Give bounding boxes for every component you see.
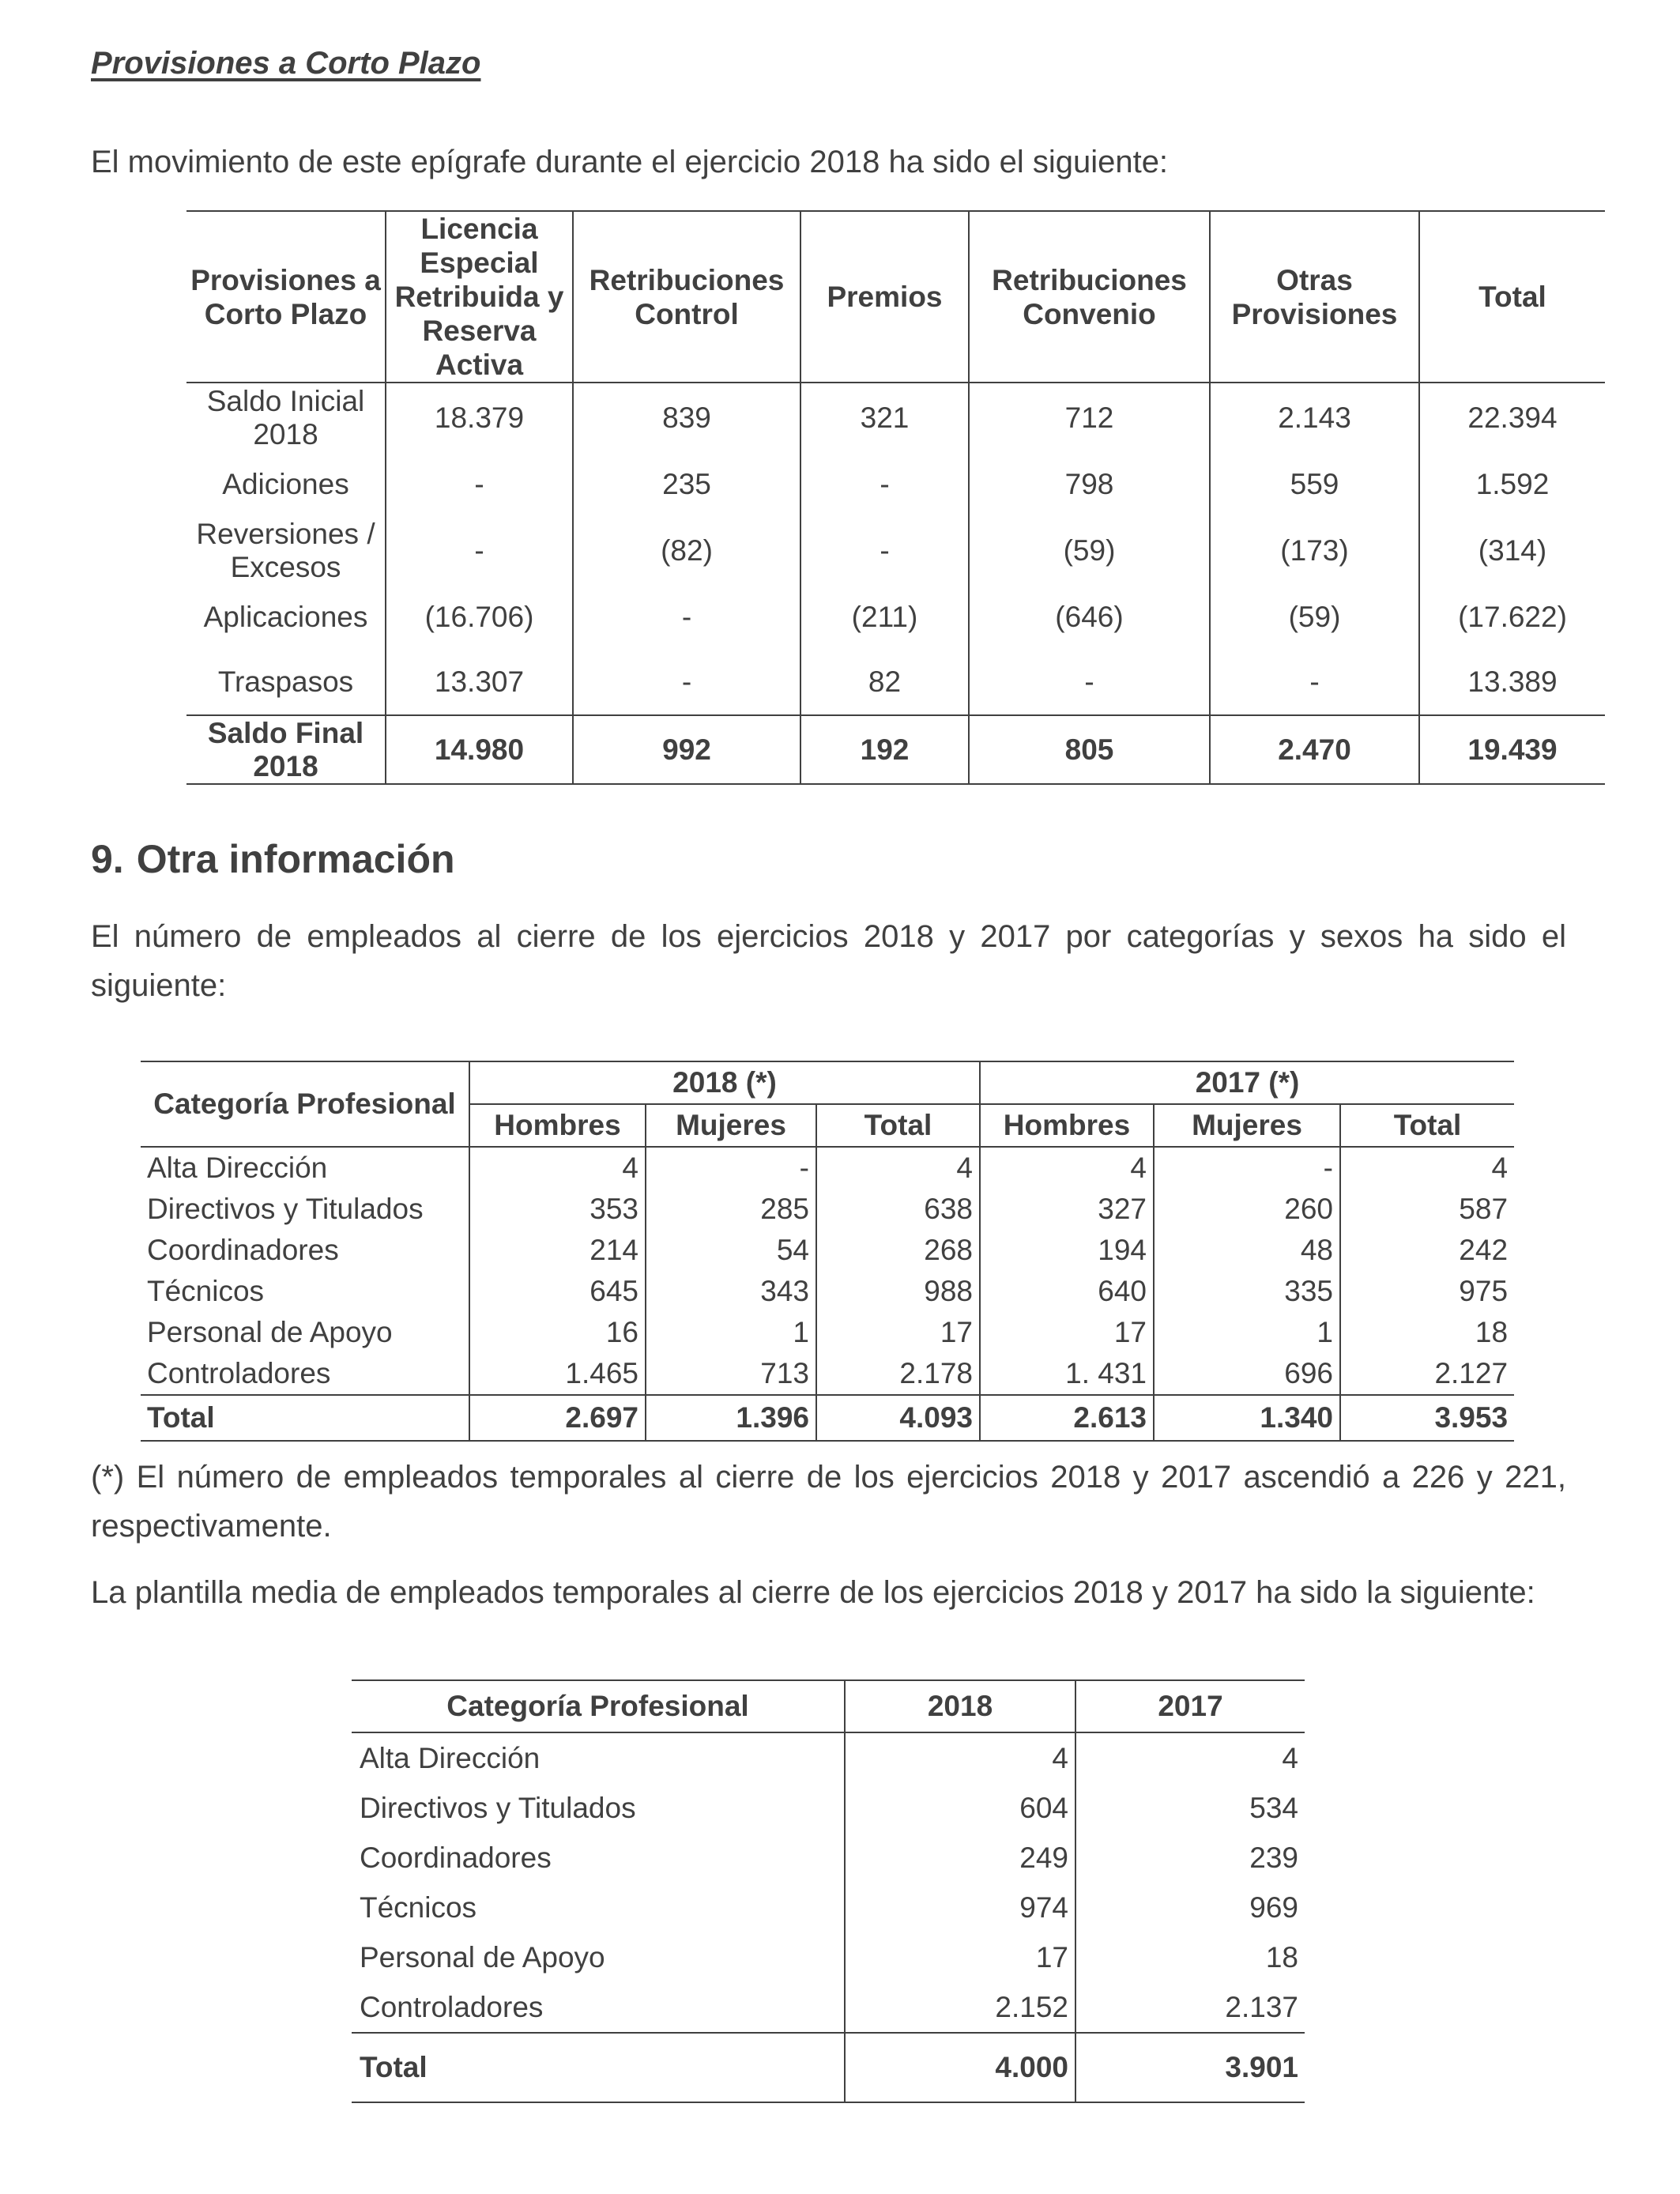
cell: 4.000 bbox=[845, 2033, 1075, 2102]
cell: 242 bbox=[1340, 1230, 1514, 1271]
cell: 992 bbox=[573, 715, 800, 784]
row-label: Adiciones bbox=[222, 468, 349, 500]
cell: - bbox=[800, 453, 969, 516]
cell: 805 bbox=[969, 715, 1210, 784]
col-header: Mujeres bbox=[1154, 1104, 1340, 1147]
cell: 268 bbox=[816, 1230, 980, 1271]
cell: 988 bbox=[816, 1271, 980, 1312]
cell: 16 bbox=[469, 1312, 646, 1353]
cell: - bbox=[800, 516, 969, 586]
col-header: Mujeres bbox=[646, 1104, 816, 1147]
table-row bbox=[141, 1189, 1514, 1230]
row-label: Técnicos bbox=[147, 1275, 265, 1307]
footnote: (*) El número de empleados temporales al cierre de los ejercicios 2018 y 2017 ascendió a 226 y 221, respectivamente. bbox=[91, 1460, 1566, 1544]
cell: 1.592 bbox=[1419, 453, 1605, 516]
cell: 17 bbox=[816, 1312, 980, 1353]
cell: 975 bbox=[1340, 1271, 1514, 1312]
cell: 3.953 bbox=[1340, 1395, 1514, 1441]
cell: - bbox=[646, 1147, 816, 1189]
row-label: Aplicaciones bbox=[203, 601, 368, 633]
cell: 4 bbox=[469, 1147, 646, 1189]
cell: 2.127 bbox=[1340, 1353, 1514, 1395]
row-label: Saldo Inicial 2018 bbox=[206, 385, 365, 450]
row-label: Alta Dirección bbox=[360, 1741, 541, 1774]
provisiones-table bbox=[186, 210, 1605, 785]
cell: (82) bbox=[573, 516, 800, 586]
cell: 696 bbox=[1154, 1353, 1340, 1395]
cell: 2.697 bbox=[469, 1395, 646, 1441]
cell: (646) bbox=[969, 586, 1210, 649]
cell: 285 bbox=[646, 1189, 816, 1230]
cell: 640 bbox=[980, 1271, 1154, 1312]
cell: 17 bbox=[980, 1312, 1154, 1353]
cell: (16.706) bbox=[386, 586, 573, 649]
cell: 645 bbox=[469, 1271, 646, 1312]
cell: 1 bbox=[1154, 1312, 1340, 1353]
row-label: Personal de Apoyo bbox=[147, 1316, 393, 1348]
row-label: Total bbox=[352, 2033, 845, 2102]
cell: 194 bbox=[980, 1230, 1154, 1271]
cell: 335 bbox=[1154, 1271, 1340, 1312]
cell: 260 bbox=[1154, 1189, 1340, 1230]
plantilla-intro: La plantilla media de empleados temporales al cierre de los ejercicios 2018 y 2017 ha sido la siguiente: bbox=[91, 1575, 1535, 1610]
cell: 235 bbox=[573, 453, 800, 516]
cell: 2.152 bbox=[845, 1982, 1075, 2033]
cell: (211) bbox=[800, 586, 969, 649]
cell: 18 bbox=[1075, 1932, 1305, 1982]
cell: 4 bbox=[1075, 1732, 1305, 1783]
cell: 19.439 bbox=[1419, 715, 1605, 784]
cell: 4 bbox=[816, 1147, 980, 1189]
col-header: Total bbox=[816, 1104, 980, 1147]
cell: 4 bbox=[845, 1732, 1075, 1783]
total-row bbox=[186, 715, 1605, 784]
table-row bbox=[141, 1271, 1514, 1312]
cell: 1.340 bbox=[1154, 1395, 1340, 1441]
cell: 239 bbox=[1075, 1833, 1305, 1883]
col-header: Retribuciones Control bbox=[573, 211, 800, 383]
col-header: Licencia Especial Retribuida y Reserva Activa bbox=[386, 211, 573, 383]
table-row bbox=[141, 1353, 1514, 1395]
col-header: Categoría Profesional bbox=[352, 1680, 845, 1732]
cell: 353 bbox=[469, 1189, 646, 1230]
cell: - bbox=[573, 586, 800, 649]
empleados-intro: El número de empleados al cierre de los ejercicios 2018 y 2017 por categorías y sexos ha sido el siguiente: bbox=[91, 919, 1566, 1003]
cell: 54 bbox=[646, 1230, 816, 1271]
cell: 14.980 bbox=[386, 715, 573, 784]
cell: 1 bbox=[646, 1312, 816, 1353]
cell: 974 bbox=[845, 1883, 1075, 1932]
plantilla-table bbox=[352, 1679, 1305, 2103]
cell: 1.396 bbox=[646, 1395, 816, 1441]
cell: 4 bbox=[1340, 1147, 1514, 1189]
cell: 638 bbox=[816, 1189, 980, 1230]
row-label: Directivos y Titulados bbox=[360, 1791, 636, 1824]
cell: 17 bbox=[845, 1932, 1075, 1982]
table-row bbox=[186, 516, 1605, 586]
table-row bbox=[186, 383, 1605, 453]
col-header: Provisiones a Corto Plazo bbox=[186, 211, 386, 383]
cell: (17.622) bbox=[1419, 586, 1605, 649]
row-label: Técnicos bbox=[360, 1891, 477, 1924]
row-label: Coordinadores bbox=[147, 1234, 339, 1266]
table-row bbox=[186, 453, 1605, 516]
cell: 559 bbox=[1210, 453, 1419, 516]
cell: 4.093 bbox=[816, 1395, 980, 1441]
table-row bbox=[141, 1147, 1514, 1189]
cell: 3.901 bbox=[1075, 2033, 1305, 2102]
cell: 214 bbox=[469, 1230, 646, 1271]
cell: 839 bbox=[573, 383, 800, 453]
row-label: Reversiones / Excesos bbox=[196, 518, 375, 583]
category-header: Categoría Profesional bbox=[141, 1061, 469, 1147]
cell: 22.394 bbox=[1419, 383, 1605, 453]
table-row bbox=[186, 586, 1605, 649]
provisiones-heading: Provisiones a Corto Plazo bbox=[91, 46, 481, 81]
cell: - bbox=[1154, 1147, 1340, 1189]
year-header: 2017 (*) bbox=[980, 1061, 1514, 1104]
table-row bbox=[352, 1783, 1305, 1833]
col-header: Retribuciones Convenio bbox=[969, 211, 1210, 383]
cell: 2.613 bbox=[980, 1395, 1154, 1441]
cell: (314) bbox=[1419, 516, 1605, 586]
row-label: Personal de Apoyo bbox=[360, 1940, 605, 1973]
col-header: Premios bbox=[800, 211, 969, 383]
cell: 13.389 bbox=[1419, 649, 1605, 715]
row-label: Controladores bbox=[147, 1357, 331, 1389]
cell: 13.307 bbox=[386, 649, 573, 715]
col-header: Total bbox=[1419, 211, 1605, 383]
cell: 798 bbox=[969, 453, 1210, 516]
cell: - bbox=[969, 649, 1210, 715]
cell: - bbox=[386, 516, 573, 586]
cell: 249 bbox=[845, 1833, 1075, 1883]
cell: 2.137 bbox=[1075, 1982, 1305, 2033]
cell: 343 bbox=[646, 1271, 816, 1312]
col-header: Hombres bbox=[980, 1104, 1154, 1147]
table-row bbox=[352, 1732, 1305, 1783]
section-title-text: Otra información bbox=[136, 837, 455, 881]
cell: 2.143 bbox=[1210, 383, 1419, 453]
table-row bbox=[141, 1230, 1514, 1271]
cell: - bbox=[1210, 649, 1419, 715]
cell: 1.465 bbox=[469, 1353, 646, 1395]
provisiones-intro: El movimiento de este epígrafe durante el ejercicio 2018 ha sido el siguiente: bbox=[91, 145, 1169, 179]
cell: 587 bbox=[1340, 1189, 1514, 1230]
cell: 18.379 bbox=[386, 383, 573, 453]
row-label: Total bbox=[141, 1395, 469, 1441]
cell: (173) bbox=[1210, 516, 1419, 586]
cell: 18 bbox=[1340, 1312, 1514, 1353]
table-row bbox=[352, 1932, 1305, 1982]
table-row bbox=[352, 1833, 1305, 1883]
total-row bbox=[352, 2033, 1305, 2102]
col-header: Otras Provisiones bbox=[1210, 211, 1419, 383]
section-title bbox=[91, 836, 455, 882]
table-row bbox=[186, 649, 1605, 715]
cell: 48 bbox=[1154, 1230, 1340, 1271]
table-row bbox=[352, 1982, 1305, 2033]
cell: 192 bbox=[800, 715, 969, 784]
col-header: Total bbox=[1340, 1104, 1514, 1147]
total-row bbox=[141, 1395, 1514, 1441]
row-label: Alta Dirección bbox=[147, 1152, 328, 1184]
table-row bbox=[352, 1883, 1305, 1932]
cell: 1. 431 bbox=[980, 1353, 1154, 1395]
cell: 534 bbox=[1075, 1783, 1305, 1833]
cell: 713 bbox=[646, 1353, 816, 1395]
year-header: 2018 (*) bbox=[469, 1061, 980, 1104]
col-header: Hombres bbox=[469, 1104, 646, 1147]
cell: 321 bbox=[800, 383, 969, 453]
row-label: Coordinadores bbox=[360, 1841, 552, 1874]
col-header: 2017 bbox=[1075, 1680, 1305, 1732]
row-label: Saldo Final 2018 bbox=[186, 715, 386, 784]
cell: 712 bbox=[969, 383, 1210, 453]
cell: 2.178 bbox=[816, 1353, 980, 1395]
cell: - bbox=[386, 453, 573, 516]
row-label: Directivos y Titulados bbox=[147, 1193, 424, 1225]
cell: 969 bbox=[1075, 1883, 1305, 1932]
cell: 604 bbox=[845, 1783, 1075, 1833]
row-label: Controladores bbox=[360, 1990, 544, 2023]
row-label: Traspasos bbox=[217, 665, 354, 698]
cell: 327 bbox=[980, 1189, 1154, 1230]
table-row bbox=[141, 1312, 1514, 1353]
empleados-table bbox=[141, 1061, 1514, 1442]
cell: 4 bbox=[980, 1147, 1154, 1189]
cell: 82 bbox=[800, 649, 969, 715]
section-number: 9. bbox=[91, 837, 124, 881]
cell: - bbox=[573, 649, 800, 715]
cell: (59) bbox=[1210, 586, 1419, 649]
cell: (59) bbox=[969, 516, 1210, 586]
cell: 2.470 bbox=[1210, 715, 1419, 784]
col-header: 2018 bbox=[845, 1680, 1075, 1732]
